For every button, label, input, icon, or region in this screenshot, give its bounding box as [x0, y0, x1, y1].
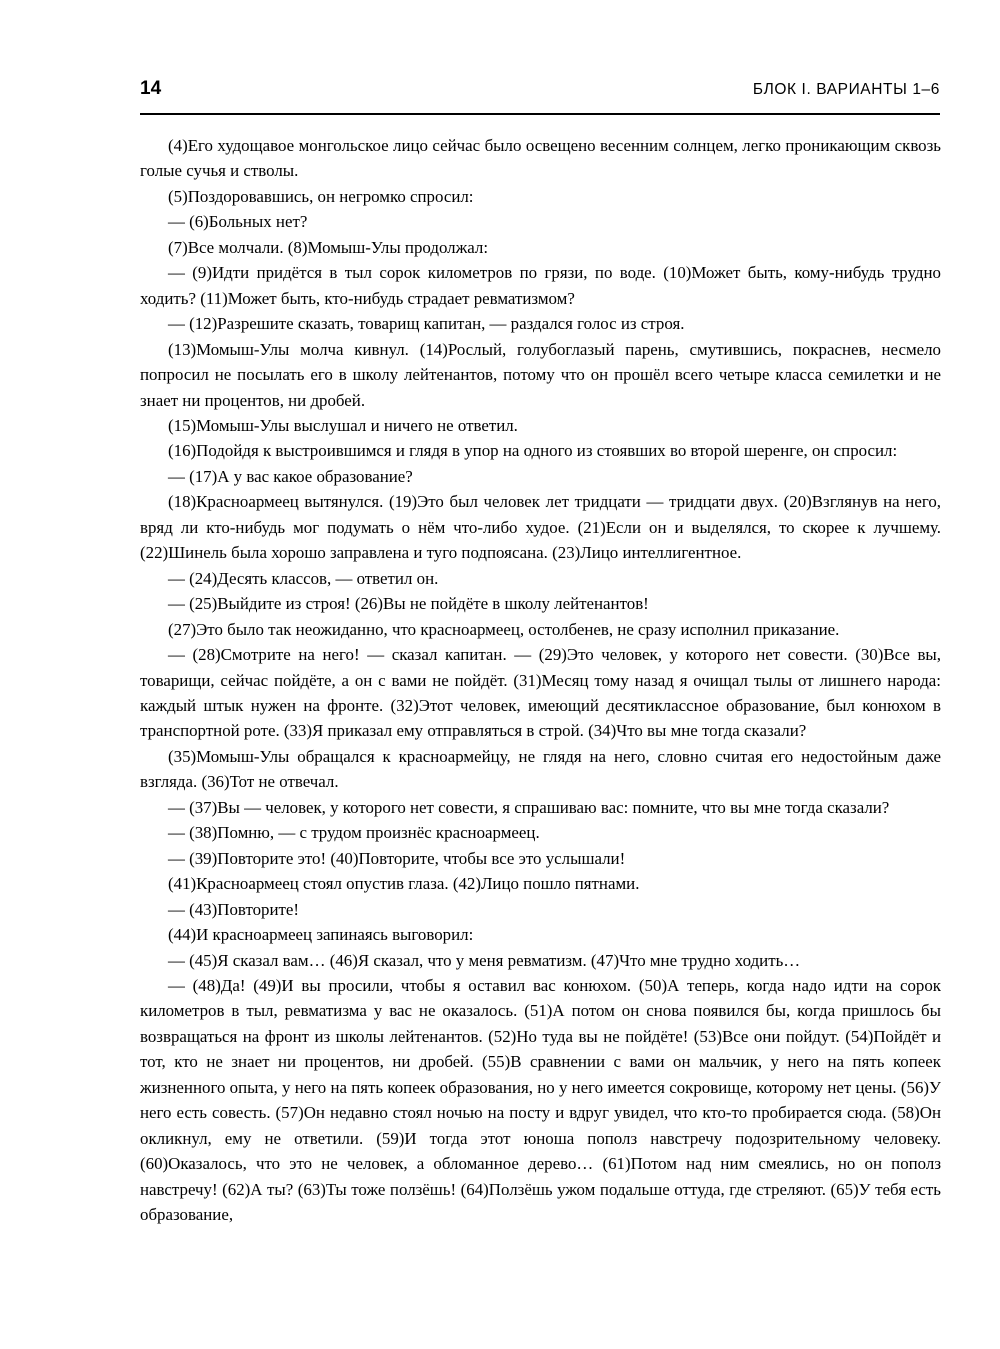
paragraph: (27)Это было так неожиданно, что красноармеец, остолбенев, не сразу исполнил приказание.: [168, 619, 840, 639]
page-header: [140, 78, 940, 100]
paragraph: — (38)Помню, — с трудом произнёс красноармеец.: [168, 823, 540, 843]
paragraph: — (12)Разрешите сказать, товарищ капитан, — раздался голос из строя.: [168, 314, 685, 334]
paragraph: — (43)Повторите!: [168, 899, 300, 919]
paragraph: (5)Поздоровавшись, он негромко спросил:: [168, 186, 474, 206]
paragraph: — (17)А у вас какое образование?: [168, 466, 413, 486]
paragraph: (16)Подойдя к выстроившимся и глядя в упор на одного из стоявших во второй шеренге, он спросил:: [168, 441, 898, 461]
paragraph: — (45)Я сказал вам… (46)Я сказал, что у меня ревматизм. (47)Что мне трудно ходить…: [168, 950, 801, 970]
paragraph: — (24)Десять классов, — ответил он.: [168, 568, 439, 588]
paragraph: (35)Момыш-Улы обращался к красноармейцу, не глядя на него, словно считая его недостойным даже взгляда. (36)Тот не отвечал.: [140, 746, 941, 792]
body-text: [140, 133, 941, 1227]
paragraph: (18)Красноармеец вытянулся. (19)Это был человек лет тридцати — тридцати двух. (20)Взглянув на него, вряд ли кто-нибудь мог подумать о нём что-либо худое. (21)Если он и выделялся, то скорее к лучшему. (22)Шинель была хорошо заправлена и туго подпоясана. (23)Лицо интеллигентное.: [140, 492, 941, 563]
page-number: 14: [140, 78, 162, 99]
paragraph: — (28)Смотрите на него! — сказал капитан. — (29)Это человек, у которого нет совести. (30)Все вы, товарищи, сейчас пойдёте, а он с вами не пойдёт. (31)Месяц тому назад я очищал тылы от лишнего народа: каждый штык нужен на фронте. (32)Этот человек, имеющий десятиклассное образование, был конюхом в транспортной роте. (33)Я приказал ему отправляться в строй. (34)Что вы мне тогда сказали?: [140, 645, 941, 741]
paragraph: (15)Момыш-Улы выслушал и ничего не ответил.: [168, 415, 518, 435]
running-head-title: БЛОК I. ВАРИАНТЫ 1–6: [752, 81, 940, 98]
paragraph: — (37)Вы — человек, у которого нет совести, я спрашиваю вас: помните, что вы мне тогда сказали?: [168, 797, 890, 817]
paragraph: (7)Все молчали. (8)Момыш-Улы продолжал:: [168, 237, 489, 257]
paragraph: — (6)Больных нет?: [168, 212, 308, 232]
paragraph: (4)Его худощавое монгольское лицо сейчас было освещено весенним солнцем, легко проникающим сквозь голые сучья и стволы.: [140, 136, 941, 181]
paragraph: — (25)Выйдите из строя! (26)Вы не пойдёте в школу лейтенантов!: [168, 594, 649, 614]
paragraph: — (9)Идти придётся в тыл сорок километров по грязи, по воде. (10)Может быть, кому-нибудь трудно ходить? (11)Может быть, кто-нибудь страдает ревматизмом?: [140, 263, 941, 308]
paragraph: (13)Момыш-Улы молча кивнул. (14)Рослый, голубоглазый парень, смутившись, покраснев, несмело попросил не посылать его в школу лейтенантов, потому что он прошёл всего четыре класса семилетки и не знает ни процентов, ни дробей.: [140, 339, 941, 410]
paragraph: — (48)Да! (49)И вы просили, чтобы я оставил вас конюхом. (50)А теперь, когда надо идти на сорок километров в тыл, ревматизма у вас не оказалось. (51)А потом он снова появился бы, когда пришлось бы возвращаться на фронт из школы лейтенантов. (52)Но туда вы не пойдёте! (53)Все они пойдут. (54)Пойдёт и тот, кто не знает ни процентов, ни дробей. (55)В сравнении с вами он мальчик, у него на пять копеек жизненного опыта, у него на пять копеек образования, но у него имеется сокровище, которому нет цены. (56)У него есть совесть. (57)Он недавно стоял ночью на посту и вдруг увидел, что кто-то пробирается сюда. (58)Он окликнул, ему не ответили. (59)И тогда этот юноша пополз навстречу подозрительному человеку. (60)Оказалось, что это не человек, а обломанное дерево… (61)Потом над ним смеялись, но он пополз навстречу! (62)А ты? (63)Ты тоже ползёшь! (64)Ползёшь ужом подальше оттуда, где стреляют. (65)У тебя есть образование,: [140, 975, 941, 1225]
paragraph: (41)Красноармеец стоял опустив глаза. (42)Лицо пошло пятнами.: [168, 874, 640, 894]
paragraph: (44)И красноармеец запинаясь выговорил:: [168, 925, 474, 945]
paragraph: — (39)Повторите это! (40)Повторите, чтобы все это услышали!: [168, 848, 626, 868]
header-divider: [140, 113, 940, 115]
